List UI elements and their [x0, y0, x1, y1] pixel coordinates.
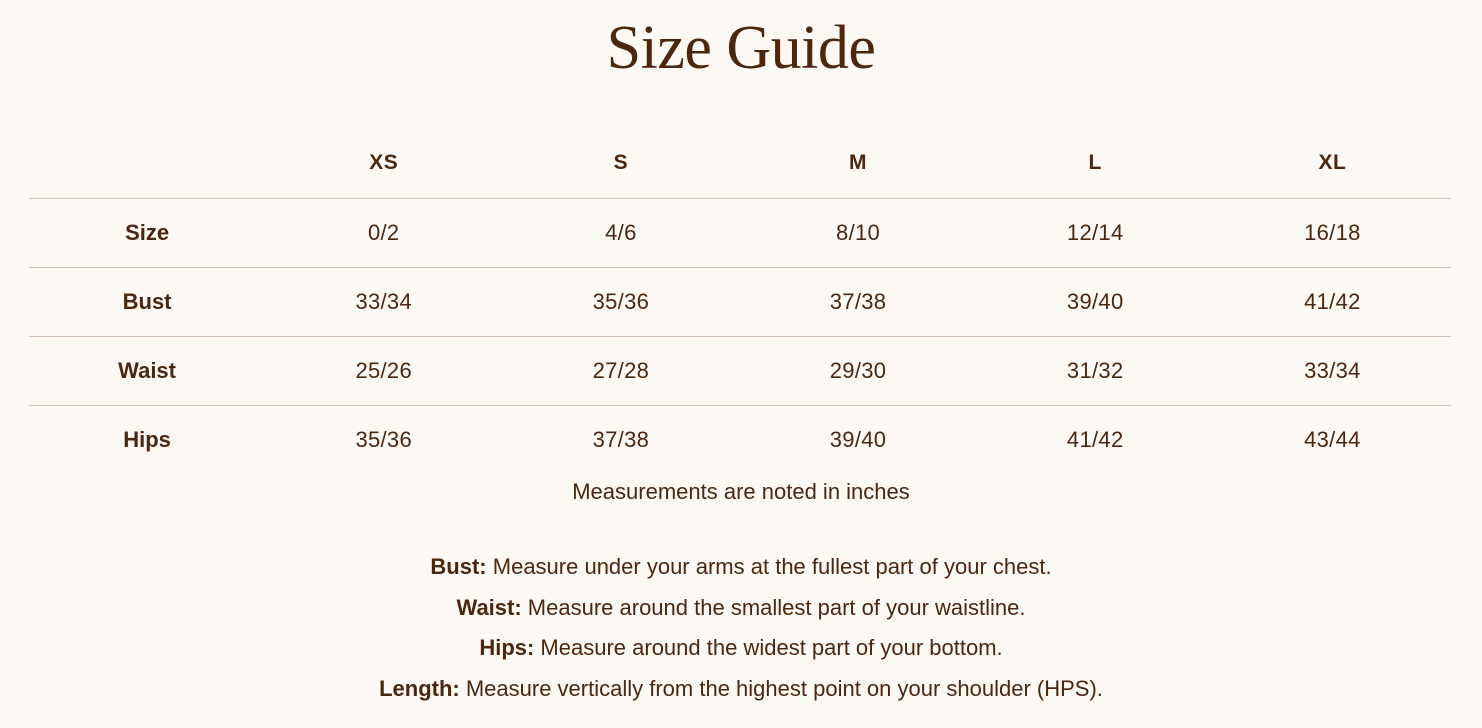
table-cell: 12/14	[1066, 220, 1124, 245]
measurement-instructions	[0, 547, 1482, 709]
instruction-text: Measure around the widest part of your bottom.	[534, 635, 1003, 660]
size-chart-table	[29, 127, 1451, 475]
table-cell: 41/42	[1066, 427, 1124, 453]
instruction-text: Measure under your arms at the fullest part of your chest.	[486, 554, 1052, 579]
instruction-term: Waist:	[456, 594, 522, 620]
table-cell: 31/32	[1066, 358, 1124, 383]
table-row-hips	[29, 406, 1451, 475]
table-cell: 27/28	[592, 358, 650, 383]
instruction-term: Length:	[379, 675, 460, 701]
corner-cell	[29, 127, 265, 199]
table-row-size	[29, 199, 1451, 268]
instruction-bust	[0, 547, 1482, 588]
instruction-hips	[0, 628, 1482, 669]
instruction-term: Hips:	[479, 635, 535, 660]
column-header-xl: XL	[1318, 150, 1347, 174]
table-cell: 29/30	[829, 358, 887, 383]
table-cell: 0/2	[367, 220, 400, 245]
table-cell: 43/44	[1304, 427, 1361, 453]
column-header-xs: XS	[369, 150, 399, 174]
row-label-bust: Bust	[122, 289, 172, 314]
instruction-text: Measure around the smallest part of your waistline.	[521, 594, 1026, 620]
column-header-l: L	[1088, 150, 1102, 174]
table-cell: 35/36	[355, 427, 413, 453]
table-cell: 39/40	[1066, 289, 1124, 314]
table-row-bust	[29, 268, 1451, 337]
size-header-row	[29, 127, 1451, 199]
row-label-waist: Waist	[118, 358, 176, 383]
row-label-size: Size	[125, 220, 170, 245]
column-header-m: M	[849, 150, 868, 174]
instruction-text: Measure vertically from the highest point on your shoulder (HPS).	[459, 675, 1103, 701]
instruction-waist	[0, 588, 1482, 629]
instruction-length	[0, 669, 1482, 710]
table-cell: 25/26	[355, 358, 413, 383]
instruction-term: Bust:	[430, 554, 487, 579]
page-title: Size Guide	[606, 14, 876, 82]
table-cell: 16/18	[1304, 220, 1361, 245]
table-cell: 37/38	[829, 289, 887, 314]
table-cell: 41/42	[1304, 289, 1361, 314]
table-cell: 39/40	[829, 427, 887, 453]
column-header-s: S	[613, 150, 629, 174]
table-cell: 33/34	[355, 289, 413, 314]
table-row-waist	[29, 337, 1451, 406]
row-label-hips: Hips	[123, 427, 171, 453]
table-cell: 37/38	[592, 427, 650, 453]
table-cell: 4/6	[605, 220, 637, 245]
table-cell: 8/10	[836, 220, 881, 245]
table-cell: 33/34	[1304, 358, 1361, 383]
units-note: Measurements are noted in inches	[572, 479, 910, 504]
table-cell: 35/36	[592, 289, 650, 314]
